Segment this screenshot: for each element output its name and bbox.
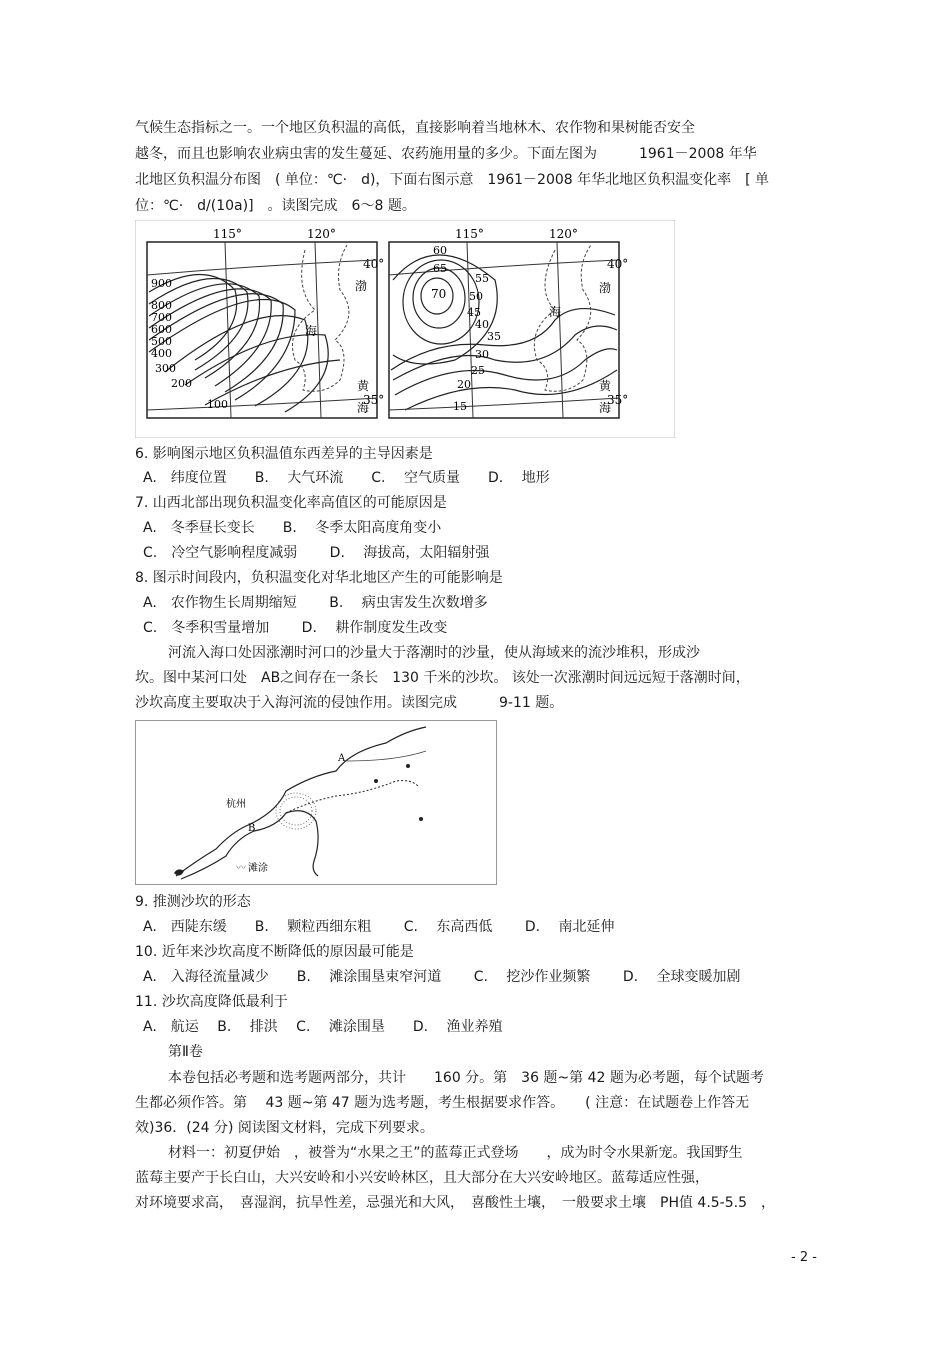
left-sea-hai-2: 海: [357, 401, 370, 415]
passage2-line-2: 坎。图中某河口处 AB之间存在一条长 130 千米的沙坎。 该处一次涨潮时间远远短于落潮时间，: [135, 670, 750, 686]
part2-line-2: 生都必须作答。第 43 题~第 47 题为选考题，考生根据要求作答。 ( 注意：在试题卷上作答无: [135, 1095, 750, 1111]
right-iso-45: 45: [467, 306, 481, 319]
left-sea-huang: 黄: [357, 379, 370, 393]
left-lat-35: 35°: [363, 393, 385, 407]
q8-options-2: C. 冬季积雪量增加 D. 耕作制度发生改变: [143, 620, 448, 636]
left-sea-bo: 渤: [355, 279, 368, 293]
left-lat-40: 40°: [363, 257, 385, 271]
passage2-line-3: 沙坎高度主要取决于入海河流的侵蚀作用。读图完成 9-11 题。: [135, 695, 564, 711]
hangzhou-label: 杭州: [226, 799, 246, 810]
q10-stem: 10. 近年来沙坎高度不断降低的原因最可能是: [135, 944, 414, 960]
material-line-3: 对环境要求高， 喜湿润，抗旱性差，忌强光和大风， 喜酸性土壤， 一般要求土壤 PH值 4.5-5.5 ，: [135, 1195, 775, 1211]
svg-text:〰: 〰: [236, 863, 246, 874]
part2-title: 第Ⅱ卷: [168, 1044, 203, 1060]
right-iso-70: 70: [431, 287, 447, 301]
left-iso-700: 700: [151, 311, 172, 324]
material-line-1: 材料一：初夏伊始 ，被誉为“水果之王”的蓝莓正式登场 ，成为时令水果新宠。我国野生: [168, 1145, 743, 1161]
point-b-label: B: [248, 823, 256, 834]
right-iso-60: 60: [433, 244, 447, 257]
q6-options: A. 纬度位置 B. 大气环流 C. 空气质量 D. 地形: [143, 470, 550, 486]
right-iso-25: 25: [471, 364, 485, 377]
right-lat-35: 35°: [607, 393, 629, 407]
left-lon-115: 115°: [213, 227, 242, 241]
left-iso-400: 400: [151, 347, 172, 360]
left-iso-900: 900: [151, 277, 172, 290]
left-iso-800: 800: [151, 299, 172, 312]
right-lon-115: 115°: [455, 227, 484, 241]
right-sea-huang: 黄: [599, 379, 612, 393]
q11-stem: 11. 沙坎高度降低最利于: [135, 994, 288, 1010]
q6-stem: 6. 影响图示地区负积温值东西差异的主导因素是: [135, 446, 433, 462]
intro-line-1: 气候生态指标之一。一个地区负积温的高低，直接影响着当地林木、农作物和果树能否安全: [135, 120, 695, 136]
intro-line-4: 位：℃· d/(10a)] 。读图完成 6～8 题。: [135, 198, 416, 214]
point-a-label: A: [338, 753, 346, 764]
right-sea-hai-2: 海: [599, 401, 612, 415]
estuary-sand-bar-map: [135, 720, 497, 885]
q7-stem: 7. 山西北部出现负积温变化率高值区的可能原因是: [135, 495, 447, 511]
right-lon-120: 120°: [549, 227, 578, 241]
q9-stem: 9. 推测沙坎的形态: [135, 894, 251, 910]
part2-line-3: 效)36．(24 分) 阅读图文材料，完成下列要求。: [135, 1120, 434, 1136]
left-lon-120: 120°: [307, 227, 336, 241]
material-line-2: 蓝莓主要产于长白山，大兴安岭和小兴安岭林区，且大部分在大兴安岭地区。蓝莓适应性强，: [135, 1170, 709, 1186]
q8-options-1: A. 农作物生长周期缩短 B. 病虫害发生次数增多: [143, 595, 488, 611]
q8-stem: 8. 图示时间段内，负积温变化对华北地区产生的可能影响是: [135, 570, 503, 586]
tidal-flat-label: 滩涂: [248, 863, 268, 874]
right-iso-15: 15: [453, 400, 467, 413]
left-iso-100: 100: [207, 398, 228, 411]
right-lat-40: 40°: [607, 257, 629, 271]
part2-line-1: 本卷包括必考题和选考题两部分，共计 160 分。第 36 题~第 42 题为必考题，每个试题考: [168, 1070, 764, 1086]
right-iso-55: 55: [475, 272, 489, 285]
right-sea-hai-1: 海: [549, 305, 562, 319]
intro-line-2: 越冬，而且也影响农业病虫害的发生蔓延、农药施用量的多少。下面左图为 1961－2008 年华: [135, 146, 757, 162]
isoline-maps-svg: [135, 220, 675, 438]
left-iso-600: 600: [151, 323, 172, 336]
passage2-line-1: 河流入海口处因涨潮时河口的沙量大于落潮时的沙量，使从海域来的流沙堆积，形成沙: [168, 645, 700, 661]
q7-options-2: C. 冷空气影响程度减弱 D. 海拔高，太阳辐射强: [143, 545, 490, 561]
right-iso-65: 65: [433, 262, 447, 275]
intro-line-3: 北地区负积温分布图 ( 单位：℃· d)，下面右图示意 1961－2008 年华北地区负积温变化率 [ 单: [135, 172, 770, 188]
right-iso-30: 30: [475, 348, 489, 361]
page-number: - 2 -: [791, 1250, 817, 1265]
q11-options: A. 航运 B. 排洪 C. 滩涂围垦 D. 渔业养殖: [143, 1019, 503, 1035]
right-sea-bo: 渤: [599, 281, 612, 295]
q10-options: A. 入海径流量减少 B. 滩涂围垦束窄河道 C. 挖沙作业频繁 D. 全球变暖加剧: [143, 969, 741, 985]
right-iso-50: 50: [469, 290, 483, 303]
left-sea-hai-1: 海: [305, 324, 318, 338]
right-iso-40: 40: [475, 318, 489, 331]
q9-options: A. 西陡东缓 B. 颗粒西细东粗 C. 东高西低 D. 南北延伸: [143, 919, 615, 935]
left-iso-300: 300: [155, 362, 176, 375]
left-iso-200: 200: [171, 377, 192, 390]
q7-options-1: A. 冬季昼长变长 B. 冬季太阳高度角变小: [143, 520, 442, 536]
negative-accumulated-temperature-maps: [135, 220, 675, 438]
right-iso-35: 35: [487, 330, 501, 343]
right-iso-20: 20: [457, 378, 471, 391]
estuary-map-svg: [136, 721, 496, 884]
left-iso-500: 500: [151, 335, 172, 348]
